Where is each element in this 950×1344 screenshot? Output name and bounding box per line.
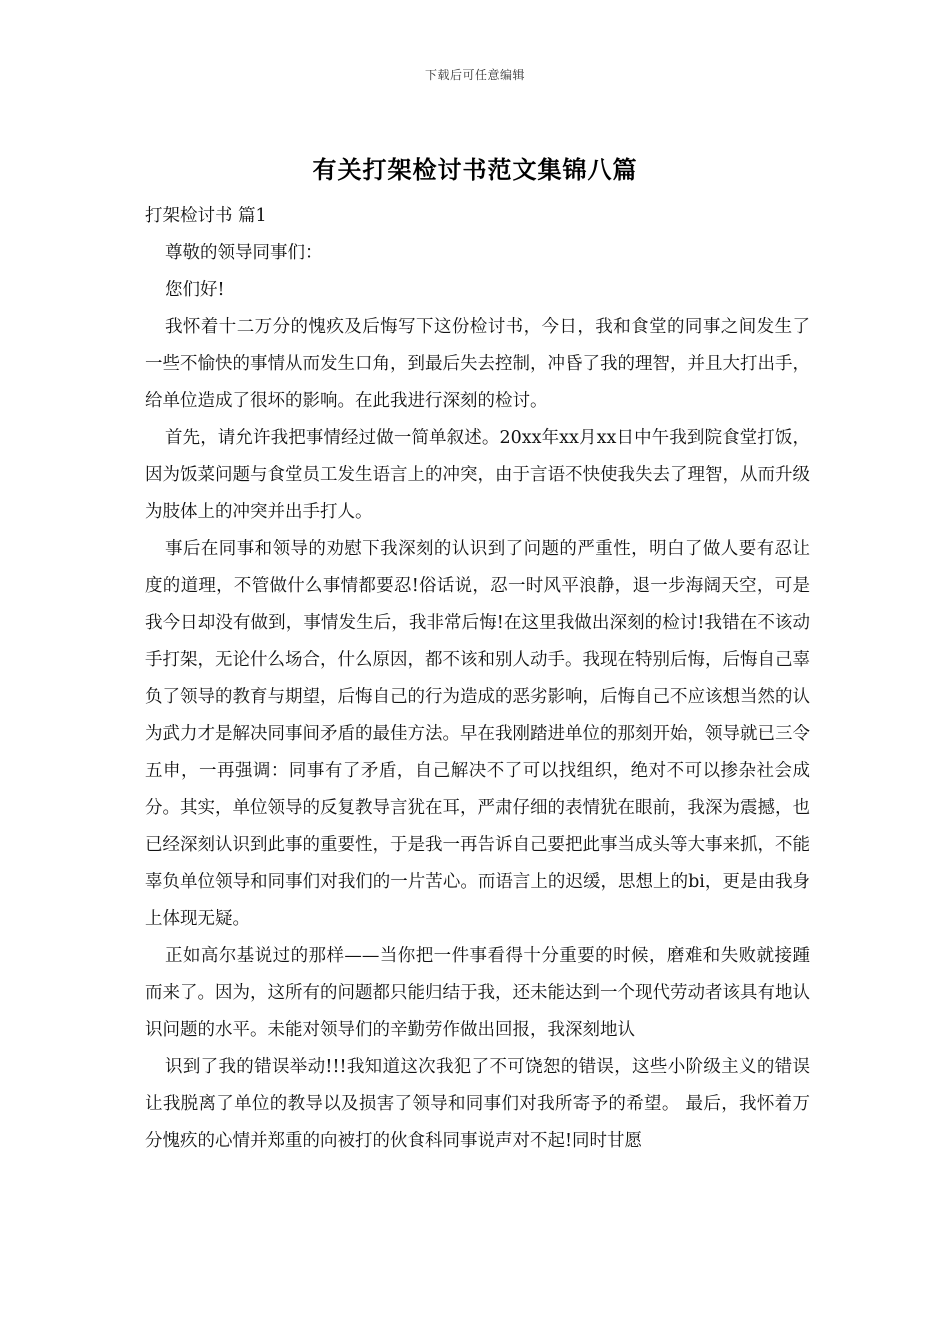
salutation: 尊敬的领导同事们： [165,243,323,263]
body-paragraph: 识到了我的错误举动!!!我知道这次我犯了不可饶恕的错误，这些小阶级主义的错误让我脱离了单位的教导以及损害了领导和同事们对我所寄予的希望。 最后，我怀着万分愧疚的心情并郑重的向被打的伙食科同事说声对不起!同时甘愿 [145,1057,810,1151]
body-paragraph: 事后在同事和领导的劝慰下我深刻的认识到了问题的严重性，明白了做人要有忍让度的道理，不管做什么事情都要忍!俗话说，忍一时风平浪静，退一步海阔天空，可是我今日却没有做到，事情发生后，我非常后悔!在这里我做出深刻的检讨!我错在不该动手打架，无论什么场合，什么原因，都不该和别人动手。我现在特别后悔，后悔自己辜负了领导的教育与期望，后悔自己的行为造成的恶劣影响，后悔自己不应该想当然的认为武力才是解决同事间矛盾的最佳方法。早在我刚踏进单位的那刻开始，领导就已三令五申，一再强调：同事有了矛盾，自己解决不了可以找组织，绝对不可以掺杂社会成分。其实，单位领导的反复教导言犹在耳，严肃仔细的表情犹在眼前，我深为震撼，也已经深刻认识到此事的重要性，于是我一再告诉自己要把此事当成头等大事来抓，不能辜负单位领导和同事们对我们的一片苦心。而语言上的迟缓，思想上的bi，更是由我身上体现无疑。 [145,539,810,929]
document-title: 有关打架检讨书范文集锦八篇 [312,155,638,184]
document-body [145,198,810,1160]
body-paragraph: 正如高尔基说过的那样——当你把一件事看得十分重要的时候，磨难和失败就接踵而来了。因为，这所有的问题都只能归结于我，还未能达到一个现代劳动者该具有地认识问题的水平。未能对领导们的辛勤劳作做出回报，我深刻地认 [145,946,810,1040]
body-paragraph: 首先，请允许我把事情经过做一简单叙述。20xx年xx月xx日中午我到院食堂打饭，因为饭菜问题与食堂员工发生语言上的冲突，由于言语不快使我失去了理智，从而升级为肢体上的冲突并出手打人。 [145,428,810,522]
section-label: 打架检讨书 篇1 [145,206,267,226]
body-paragraph: 我怀着十二万分的愧疚及后悔写下这份检讨书，今日，我和食堂的同事之间发生了一些不愉快的事情从而发生口角，到最后失去控制，冲昏了我的理智，并且大打出手，给单位造成了很坏的影响。在此我进行深刻的检讨。 [145,317,810,411]
greeting: 您们好! [165,280,225,300]
header-note: 下载后可任意编辑 [424,68,525,82]
